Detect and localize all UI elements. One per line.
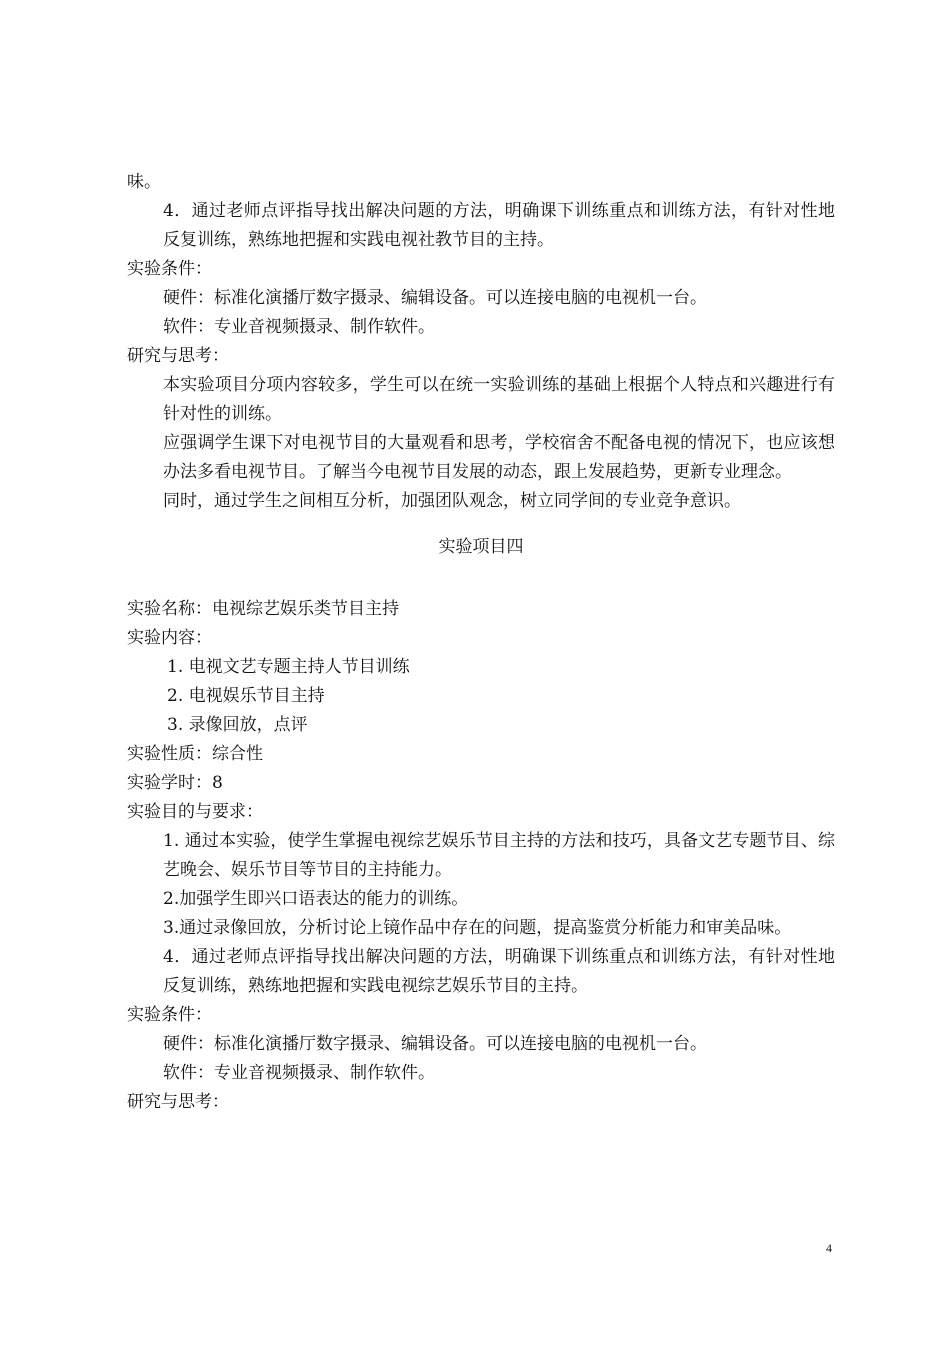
conditions-label: 实验条件： [127,259,212,279]
goal-3: 3.通过录像回放，分析讨论上镜作品中存在的问题，提高鉴赏分析能力和审美品味。 [163,918,792,938]
content-item-1: 1. 电视文艺专题主持人节目训练 [167,657,410,677]
software-line-2: 软件：专业音视频摄录、制作软件。 [163,1063,435,1083]
goal-1: 1. 通过本实验，使学生掌握电视综艺娱乐节目主持的方法和技巧，具备文艺专题节目、综艺晚会、娱乐节目等节目的主持能力。 [163,831,835,880]
research-paragraph-2: 应强调学生课下对电视节目的大量观看和思考，学校宿舍不配备电视的情况下，也应该想办法多看电视节目。了解当今电视节目发展的动态，跟上发展趋势，更新专业理念。 [163,433,835,482]
research-label: 研究与思考： [127,346,229,366]
content-label: 实验内容： [127,628,212,648]
experiment-name: 实验名称：电视综艺娱乐类节目主持 [127,599,399,619]
content-item-2: 2. 电视娱乐节目主持 [167,686,325,706]
goal-4: 4．通过老师点评指导找出解决问题的方法，明确课下训练重点和训练方法，有针对性地反复训练，熟练地把握和实践电视综艺娱乐节目的主持。 [163,947,835,996]
experiment-hours: 实验学时：8 [127,773,223,793]
research-label-2: 研究与思考： [127,1092,229,1112]
goal-4-previous: 4．通过老师点评指导找出解决问题的方法，明确课下训练重点和训练方法，有针对性地反复训练，熟练地把握和实践电视社教节目的主持。 [163,201,835,250]
goal-2: 2.加强学生即兴口语表达的能力的训练。 [163,889,469,909]
content-item-3: 3. 录像回放，点评 [167,715,308,735]
continued-fragment: 味。 [127,172,161,192]
page-number: 4 [826,1241,832,1255]
section-title: 实验项目四 [438,537,524,557]
goals-label: 实验目的与要求： [127,802,263,822]
software-line: 软件：专业音视频摄录、制作软件。 [163,317,435,337]
research-paragraph-1: 本实验项目分项内容较多，学生可以在统一实验训练的基础上根据个人特点和兴趣进行有针对性的训练。 [163,375,835,424]
page-body [127,168,835,1117]
hardware-line: 硬件：标准化演播厅数字摄录、编辑设备。可以连接电脑的电视机一台。 [163,288,707,308]
hardware-line-2: 硬件：标准化演播厅数字摄录、编辑设备。可以连接电脑的电视机一台。 [163,1034,707,1054]
conditions-label-2: 实验条件： [127,1005,212,1025]
experiment-nature: 实验性质：综合性 [127,744,263,764]
research-paragraph-3: 同时，通过学生之间相互分析，加强团队观念，树立同学间的专业竞争意识。 [163,491,741,511]
